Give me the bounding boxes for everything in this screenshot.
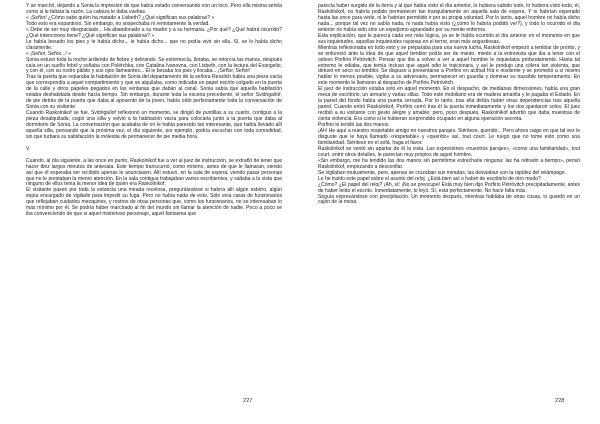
paragraph: Le había besado los pies y le había dicho... le había dicho... que no podía vivir sin ella. Sí, se lo había dicho claramente. <box>26 38 282 51</box>
paragraph: parecía haber surgido de la tierra y al que había visto el día anterior, lo hubiera sabido todo, lo hubiera visto todo, él, Raskolnikof, no habría podido permanecer tan tranquilamente en aquella sala de espera. Y ni habrían esperado hasta las once para verle, ni le habrían permitido ir por su propia voluntad. Por lo tanto, aquel hombre no había dicho nada... porque tal vez no sabía nada, ni nada había visto (¿cómo lo habría podido ver?), y todo lo ocurrido el día anterior no había sido sino un espejismo agrandado por su mente enferma. <box>318 3 580 33</box>
paragraph: « ¡Señor! ¿Cómo sabe quién ha matado a Lisbeth? ¿Qué significan sus palabras? » <box>26 14 215 21</box>
paragraph: Se vigilaban mutuamente, pero, apenas se cruzaban sus miradas, las desviaban con la rapidez del relámpago. <box>318 169 567 176</box>
paragraph: Cuando Raskolnikof se fue, Svidrigaïlof reflexionó un momento, se dirigió de puntillas a su cuarto, contiguo a la pieza desalquilada, cogió una silla y volvió a la habitación vacía para colocarla junto a la puerta que daba al dormitorio de Sonia. La conversación que acababa de oír le había parecido tan interesante, que había llevado allí aquella silla, pensando que la próxima vez, el día siguiente, por ejemplo, podría escuchar con toda comodidad, sin que turbara su satisfacción la molestia de permanecer de pie media hora. <box>26 110 282 140</box>
paragraph: Cuando, al día siguiente, a las once en punto, Raskolnikof fue a ver al juez de instrucción, se extrañó de tener que hacer diez largos minutos de antesala. Este tiempo transcurrió, como mínimo, antes de que le llamaran, siendo así que él esperaba ser recibido apenas le anunciasen. Allí estuvo, en la sala de espera, viendo pasar personas que no le prestaban la menor atención. En la sala contigua trabajaban varios escribientes, y saltaba a la vista que ninguno de ellos tenía la menor idea de quién era Raskolnikof. <box>26 157 282 188</box>
paragraph: El visitante paseó por toda la estancia una mirada recelosa, preguntándose si habría allí algún esbirro, algún espía encargado de vigilarle para impedir su fuga. Pero no había nada de esto. Sólo veía caras de funcionarios que reflejaban cuidados mezquinos, y rostros de otras personas que, como los funcionarios, no se interesaban lo más mínimo por él. Se podría haber marchado al fin del mundo sin llamar la atención de nadie. Poco a poco se iba convenciendo de que si aquel misterioso personaje, aquel fantasma que <box>26 187 282 218</box>
left-page-text <box>26 4 282 218</box>
paragraph: Raskolnikof se sentó sin apartar de él la vista. Las expresiones «nuestros parajes», «como una familiaridad», tout court, entre otros detalles, le parecían muy propios de aquel hombre. <box>318 145 580 158</box>
chapter-heading: V <box>26 145 30 152</box>
paragraph: Seguía expresándose con precipitación. Un momento después, mientras hablaba de otras cosas, lo guardó en un cajón de la mesa. <box>318 193 580 206</box>
right-page <box>300 0 600 424</box>
paragraph: « ¡Señor, Señor...! » <box>26 50 71 57</box>
paragraph: El juez de instrucción estaba solo en aquel momento. En el despacho, de medianas dimensiones, había una gran mesa de escritorio, un armario y varias sillas. Todo este mobiliario era de madera amarilla y le pagaba el Estado. En la pared del fondo había una puerta cerrada. Por lo tanto, tras ella debía haber otras dependencias tras aquella pared. Cuando entró Raskolnikof, Porfirio cerró tras él la puerta inmediatamente y los dos quedaron solos. El juez recibió a su visitante con gesto alegre y amable; pero, poco después, Raskolnikof advirtió que daba muestras de cierta violencia. Era como si le hubieran sorprendido ocupado en alguna operación secreta. <box>318 86 580 123</box>
paragraph: Y se marchó, dejando a Sonia la impresión de que había estado conversando con un loco. Pero ella misma sentía como si le faltara la razón. La cabeza le daba vueltas. <box>26 3 282 15</box>
paragraph: « Debe de ser muy desgraciado... Ha abandonado a su madre y a su hermana. ¿Por qué? ¿Qué habrá ocurrido? ¿Qué intenciones tiene? ¿Qué significan sus palabras? » <box>26 26 282 39</box>
page-number: 228 <box>555 398 565 404</box>
paragraph: Mientras reflexionaba en todo esto y se preparaba para una nueva lucha, Raskolnikof empezó a temblar de pronto, y se enfureció ante la idea de que aquel temblor podía ser de miedo, miedo a la entrevista que iba a tener con el odioso Porfirio Petróvitch. Pensar que iba a volver a ver a aquel hombre le inquietaba profundamente. Hasta tal extremo le odiaba, que temía incluso que aquel odio le traicionara, y así le produjo una cólera tan violenta, que detuvo en seco su temblor. Se dispuso a presentarse a Porfirio en actitud fría e insolente y se prometió a sí mismo hablar lo menos posible, vigilar a su adversario, permanecer en guardia y dominar su irascible temperamento. En este momento le llamaron al despacho de Porfirio Petróvitch. <box>318 44 580 87</box>
paragraph: Todo esto era espantoso. Sin embargo, no sospechaba ni remotamente la verdad. <box>26 20 210 27</box>
page-number: 227 <box>243 398 253 404</box>
paragraph: Le he traído este papel sobre el asunto del reloj. ¿Está bien así o habré de escribirlo de otro modo? <box>318 175 541 182</box>
paragraph: Sonia estuvo toda la noche ardiendo de fiebre y delirando. Se estremecía, lloraba, se retorcía las manos, después caía en un sueño febril y soñaba con Polétchka, con Catalina Ivanovna, con Lisbeth, con la lectura del Evangelio, y con él, con su rostro pálido y sus ojos llameantes... Él le besaba los pies y lloraba... ¡Señor, Señor! <box>26 56 282 75</box>
paragraph: Porfirio le tendió las dos manos. <box>318 122 390 129</box>
paragraph: ¿Cómo? ¿El papel del reloj? ¡Ah, sí! ¡No se preocupe! Está muy bien dijo Porfirio Petróvitch precipitadamente, antes de haber leído el escrito. Inmediatamente, lo leyó. Sí, está perfectamente. No hace falta más. <box>318 181 580 194</box>
paragraph: «Sin embargo, me ha tendido las dos manos sin permitirme estrecharle ninguna: las ha retirado a tiempo», pensó Raskolnikof, empezando a desconfiar. <box>318 157 580 170</box>
paragraph: Tras la puerta que separaba la habitación de Sonia del departamento de la señora Resslich había una pieza vacía que correspondía a aquel compartimiento y que se alquilaba, como indicaba un papel escrito colgado en la puerta de la calle y otros papeles pegados en las ventanas que daban al canal. Sonia sabía que aquella habitación estaba deshabitada desde hacía tiempo. Sin embargo, durante toda la escena precedente, el señor Svidrigaïlof, de pie detrás de la puerta que daba al aposento de la joven, había oído perfectamente toda la conversación de Sonia con su visitante. <box>26 74 282 111</box>
right-page-text <box>318 4 580 206</box>
paragraph: ¡Ah! He aquí a nuestro respetable amigo en nuestros parajes. Siéntese, querido... Pero ahora caigo en que tal vez le disguste que le haya llamado «respetable» y «querido» así, tout court. Le ruego que no tome esto como una familiaridad. Siéntese en el sofá, haga el favor. <box>318 128 580 146</box>
paragraph: Esta explicación, que le parecía cada vez más lógica, ya se le había ocurrido el día anterior en el momento en que sus inquietudes, aquellas inquietudes rayanas en el terror, eran más angustiosas. <box>318 32 580 45</box>
